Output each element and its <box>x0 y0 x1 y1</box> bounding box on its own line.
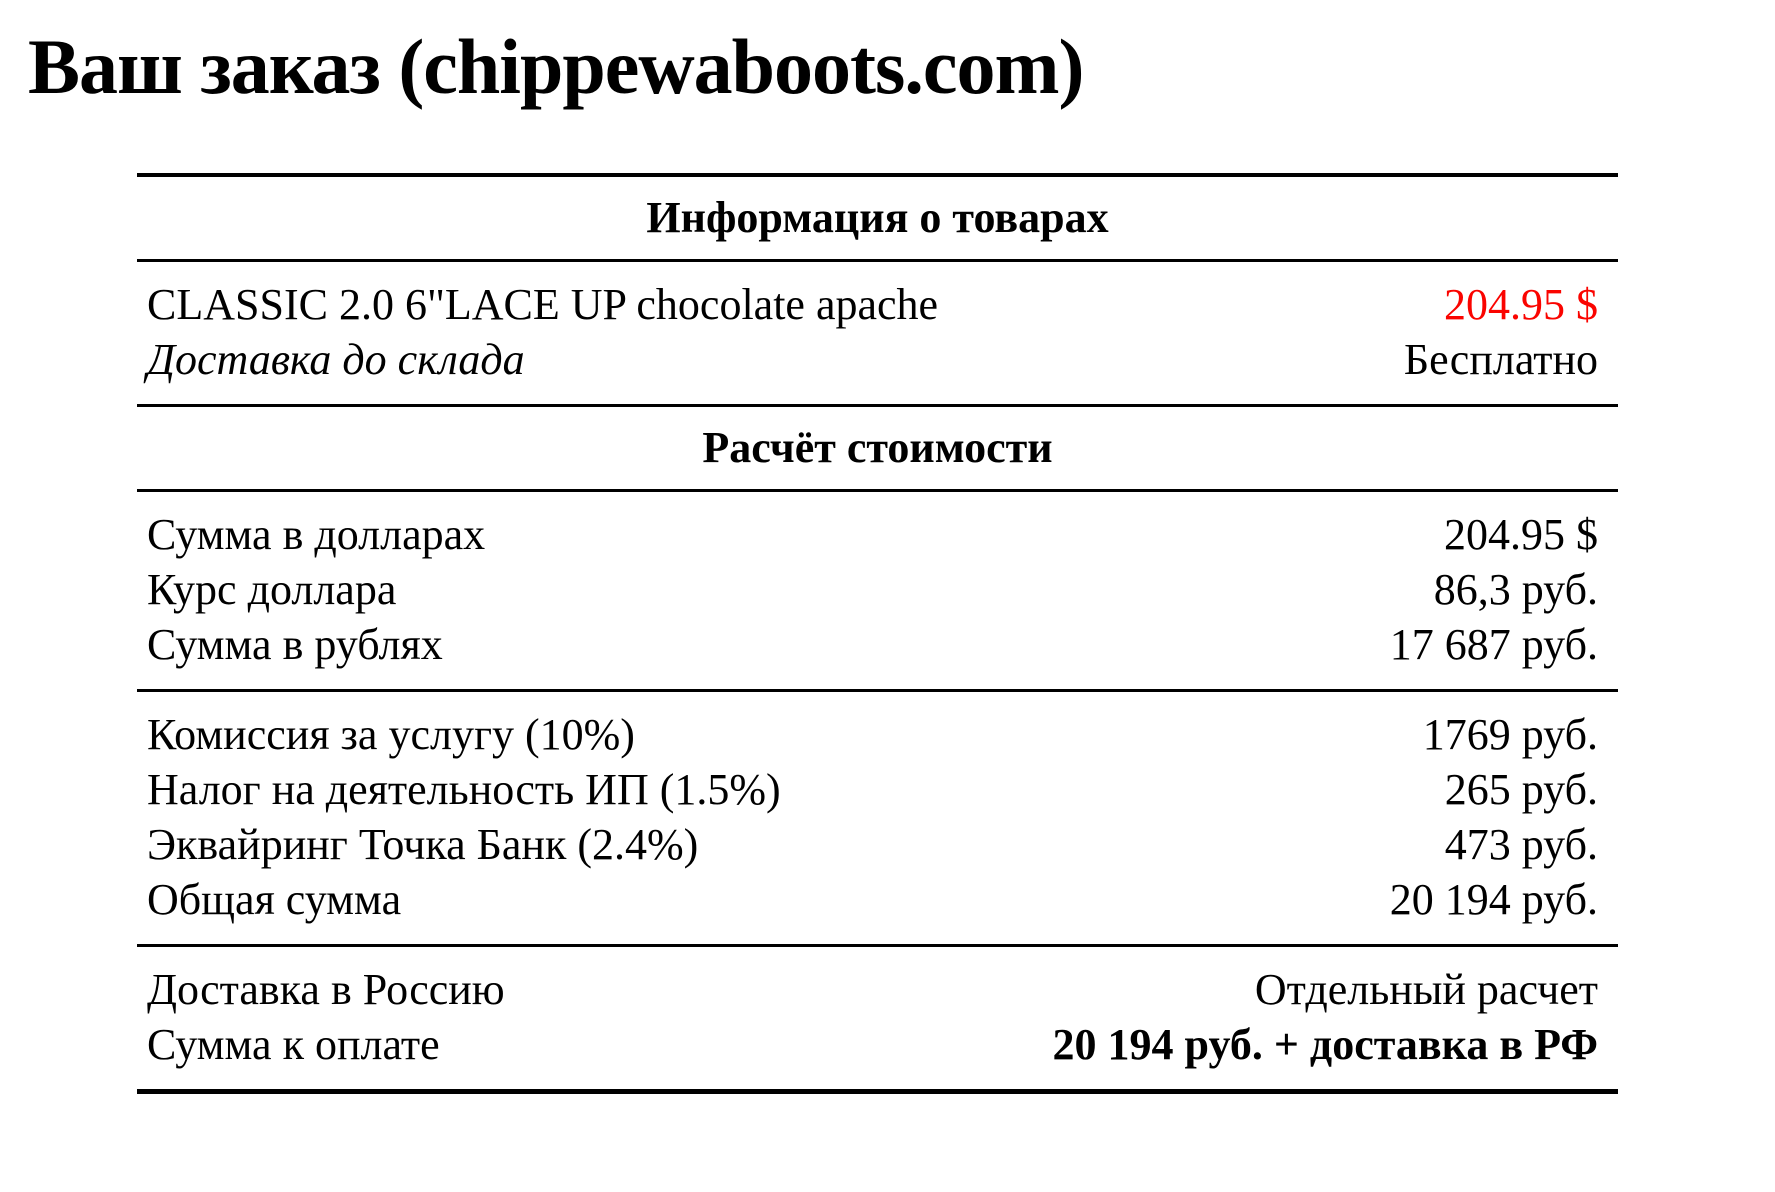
table-row-warehouse-delivery <box>137 332 1618 387</box>
table-row-tax <box>137 762 1618 817</box>
table-row-amount-due <box>137 1017 1618 1072</box>
product-info-rows <box>137 262 1618 407</box>
service-fee-value: 1769 руб. <box>1422 710 1598 759</box>
table-row-acquiring <box>137 817 1618 872</box>
table-row-product <box>137 277 1618 332</box>
table-row-total-sum <box>137 872 1618 927</box>
table-row-amount-rub <box>137 617 1618 672</box>
section-header-cost-calculation: Расчёт стоимости <box>137 407 1618 492</box>
payment-total-rows <box>137 947 1618 1089</box>
service-fee-label: Комиссия за услугу (10%) <box>147 710 635 759</box>
tax-label: Налог на деятельность ИП (1.5%) <box>147 765 781 814</box>
russia-delivery-label: Доставка в Россию <box>147 965 505 1014</box>
amount-rub-value: 17 687 руб. <box>1389 620 1598 669</box>
amount-usd-value: 204.95 $ <box>1444 510 1598 559</box>
russia-delivery-value: Отдельный расчет <box>1254 965 1598 1014</box>
cost-calculation-rows <box>137 492 1618 692</box>
section-header-product-info: Информация о товарах <box>137 177 1618 262</box>
product-price: 204.95 $ <box>1444 280 1598 329</box>
usd-rate-label: Курс доллара <box>147 565 397 614</box>
amount-rub-label: Сумма в рублях <box>147 620 443 669</box>
page-title: Ваш заказ (chippewaboots.com) <box>28 23 1084 110</box>
acquiring-value: 473 руб. <box>1444 820 1598 869</box>
amount-usd-label: Сумма в долларах <box>147 510 486 559</box>
amount-due-value: 20 194 руб. + доставка в РФ <box>1052 1020 1598 1069</box>
product-name: CLASSIC 2.0 6"LACE UP chocolate apache <box>147 280 939 329</box>
table-row-amount-usd <box>137 507 1618 562</box>
order-table <box>137 173 1618 1094</box>
tax-value: 265 руб. <box>1444 765 1598 814</box>
warehouse-delivery-value: Бесплатно <box>1403 335 1598 384</box>
total-sum-value: 20 194 руб. <box>1389 875 1598 924</box>
warehouse-delivery-label: Доставка до склада <box>147 335 525 384</box>
fees-rows <box>137 692 1618 947</box>
acquiring-label: Эквайринг Точка Банк (2.4%) <box>147 820 699 869</box>
table-row-russia-delivery <box>137 962 1618 1017</box>
table-row-service-fee <box>137 707 1618 762</box>
amount-due-label: Сумма к оплате <box>147 1020 440 1069</box>
usd-rate-value: 86,3 руб. <box>1433 565 1598 614</box>
table-row-usd-rate <box>137 562 1618 617</box>
total-sum-label: Общая сумма <box>147 875 402 924</box>
